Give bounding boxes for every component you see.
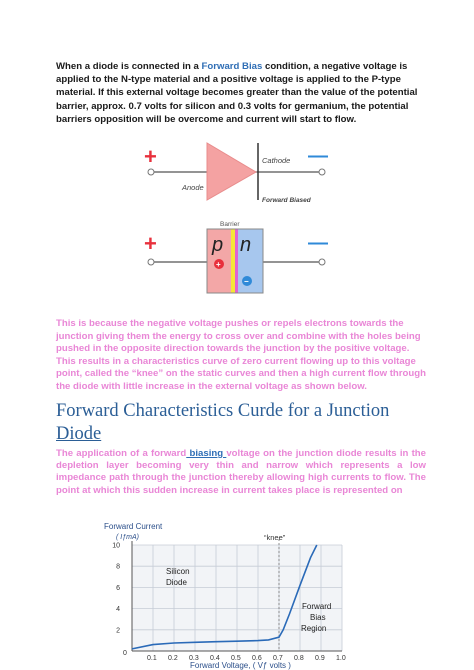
application-text-post: voltage on the junction diode results in the depletion layer becoming very thin and narrow which represents a low impedance path through the junction thereby allowing high currents to flow. The point at which this sudden increase in current takes place is represented on [56,448,426,496]
forward-region-line3: Region [301,624,327,633]
y-tick-label: 10 [112,542,120,550]
x-tick-label: 0.8 [294,655,304,662]
x-tick-label: 0.6 [252,655,262,662]
x-tick-label: 0.7 [273,655,283,662]
cathode-label: Cathode [262,156,291,165]
x-tick-label: 0.5 [231,655,241,662]
chart-title: Forward Current [104,522,163,531]
intro-text-post: condition, a negative voltage is applied to the N-type material and a positive voltage is applied to the P-type material. If this external voltage becomes greater than the value of the potential barrier, approx. 0.7 volts for silicon and 0.3 volts for germanium, the potential barriers opposition will be overcome and current will start to flow. [56,61,418,125]
origin-label: 0 [123,650,127,657]
hole-sign: + [216,260,221,269]
intro-text-pre: When a diode is connected in a [56,61,202,72]
x-tick-label: 0.9 [315,655,325,662]
silicon-label-line2: Diode [166,578,187,587]
y-tick-label: 2 [116,627,120,635]
barrier-label: Barrier [220,221,240,228]
y-tick-label: 6 [116,584,120,592]
application-text-pre: The application of a forward [56,448,187,459]
y-tick-label: 4 [116,606,120,614]
x-tick-label: 0.2 [168,655,178,662]
anode-label: Anode [182,183,204,192]
positive-terminal-sign: + [144,144,157,169]
x-tick-label: 0.1 [147,655,157,662]
heading-line-2: Diode [56,423,102,444]
chart-xlabel: Forward Voltage, ( Vƒ volts ) [190,661,291,670]
electron-sign: − [244,277,249,286]
p-label: p [212,234,224,256]
x-tick-label: 0.3 [189,655,199,662]
heading-line-1: Forward Characteristics Curde for a Junction [56,401,390,421]
pn-positive-sign: + [144,231,157,256]
forward-region-line1: Forward [302,602,332,611]
negative-terminal-sign: — [308,145,328,167]
forward-biased-caption: Forward Biased [262,197,311,204]
pn-negative-sign: — [308,232,328,254]
n-label: n [240,234,252,256]
x-tick-label: 0.4 [210,655,220,662]
forward-region-line2: Bias [310,613,326,622]
y-tick-label: 8 [116,563,120,571]
explanation-paragraph: This is because the negative voltage pushes or repels electrons towards the junction giving them the energy to cross over and combine with the holes being pushed in the opposite direction towards the junction by the positive voltage. This results in a characteristics curve of zero current flowing up to this voltage point, called the “knee” on the static curves and then a high current flow through the diode with little increase in the external voltage as shown below. [56,318,426,392]
biasing-link[interactable]: biasing [186,448,227,459]
knee-annotation: “knee” [264,533,286,542]
x-tick-label: 1.0 [336,655,346,662]
silicon-label-line1: Silicon [166,567,190,576]
chart-grid [132,545,342,651]
chart-ylabel: ( IƒmA) [116,534,139,541]
forward-bias-term: Forward Bias [201,61,263,72]
